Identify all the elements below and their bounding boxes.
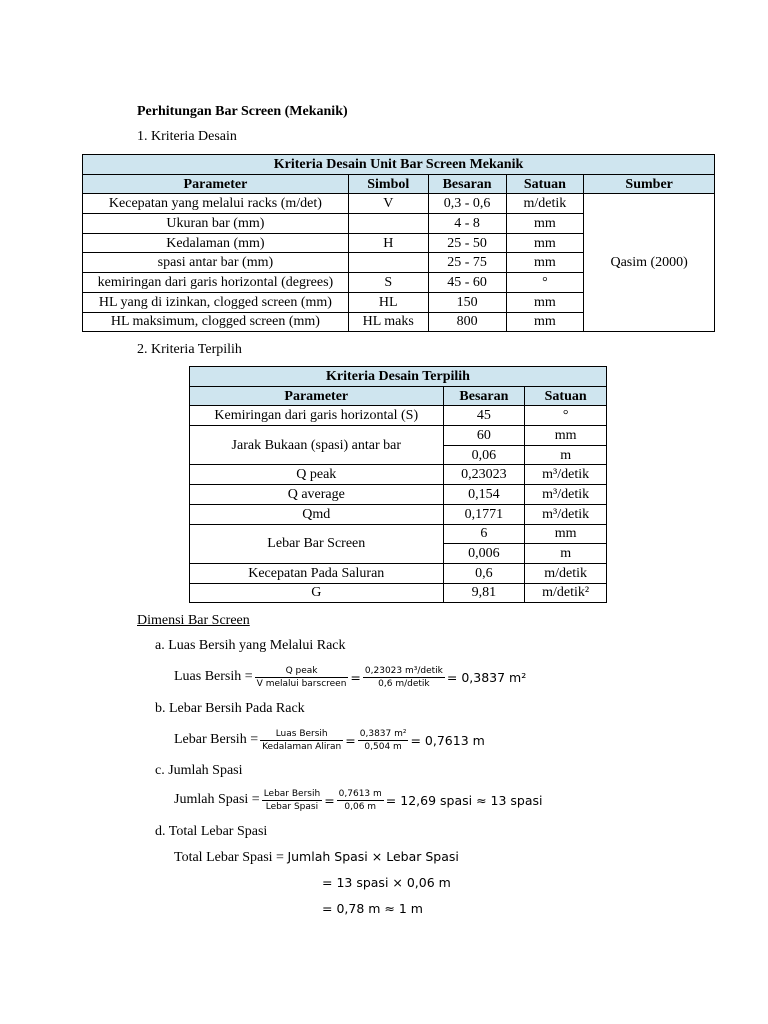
cell-besaran: 60 bbox=[443, 426, 525, 446]
cell-besaran: 0,06 bbox=[443, 445, 525, 465]
cell-simbol: H bbox=[348, 233, 428, 253]
fraction-numerator: Q peak bbox=[255, 666, 349, 678]
cell-satuan: mm bbox=[525, 426, 607, 446]
cell-parameter: G bbox=[190, 583, 444, 603]
table-row bbox=[190, 563, 607, 583]
fraction-numerator: 0,23023 m³/detik bbox=[364, 665, 443, 676]
col-header-besaran: Besaran bbox=[428, 174, 506, 194]
cell-simbol: HL bbox=[348, 292, 428, 312]
table-row bbox=[83, 194, 715, 214]
selected-criteria-table bbox=[189, 366, 607, 603]
col-header-sumber: Sumber bbox=[584, 174, 715, 194]
equation-b-lhs: Lebar Bersih = bbox=[174, 732, 259, 747]
equation-d-line1 bbox=[174, 849, 459, 866]
fraction-denominator: 0,6 m/detik bbox=[378, 678, 430, 689]
fraction-numerator: 0,7613 m bbox=[338, 788, 382, 799]
cell-besaran: 45 - 60 bbox=[428, 273, 506, 293]
cell-parameter: Kedalaman (mm) bbox=[83, 233, 349, 253]
fraction-denominator: 0,06 m bbox=[344, 801, 377, 812]
equation-c-result: = 12,69 spasi ≈ 13 spasi bbox=[385, 792, 543, 808]
fraction-denominator: Kedalaman Aliran bbox=[262, 741, 342, 752]
cell-parameter: HL maksimum, clogged screen (mm) bbox=[83, 312, 349, 332]
col-header-parameter: Parameter bbox=[190, 386, 444, 406]
equation-d-rhs: Jumlah Spasi × Lebar Spasi bbox=[287, 849, 459, 864]
equation-a-lhs: Luas Bersih = bbox=[174, 669, 253, 684]
equation-d-line3: = 0,78 m ≈ 1 m bbox=[322, 901, 423, 916]
cell-satuan: m bbox=[525, 544, 607, 564]
fraction-numerator: 0,3837 m² bbox=[359, 728, 407, 739]
cell-satuan: mm bbox=[506, 312, 584, 332]
cell-besaran: 4 - 8 bbox=[428, 214, 506, 234]
item-c-label: c. Jumlah Spasi bbox=[155, 763, 243, 778]
section-2-heading: 2. Kriteria Terpilih bbox=[137, 342, 242, 357]
section-1-heading: 1. Kriteria Desain bbox=[137, 129, 237, 144]
cell-besaran: 800 bbox=[428, 312, 506, 332]
cell-satuan: m/detik bbox=[525, 563, 607, 583]
equation-c-lhs: Jumlah Spasi = bbox=[174, 792, 260, 807]
cell-parameter: Kemiringan dari garis horizontal (S) bbox=[190, 406, 444, 426]
cell-besaran: 0,1771 bbox=[443, 504, 525, 524]
doc-title: Perhitungan Bar Screen (Mekanik) bbox=[137, 104, 348, 119]
cell-satuan: mm bbox=[525, 524, 607, 544]
col-header-simbol: Simbol bbox=[348, 174, 428, 194]
fraction bbox=[363, 666, 445, 689]
cell-besaran: 0,6 bbox=[443, 563, 525, 583]
cell-simbol: V bbox=[348, 194, 428, 214]
cell-besaran: 0,3 - 0,6 bbox=[428, 194, 506, 214]
cell-satuan: ° bbox=[506, 273, 584, 293]
criteria-table bbox=[82, 154, 715, 332]
fraction bbox=[358, 729, 409, 752]
col-header-satuan: Satuan bbox=[506, 174, 584, 194]
fraction bbox=[260, 729, 343, 752]
equation-b-result: = 0,7613 m bbox=[410, 732, 485, 748]
fraction-denominator: V melalui barscreen bbox=[256, 678, 347, 689]
table-row bbox=[190, 583, 607, 603]
equation-a: Luas Bersih = $\frac{\text{Q peak}}{\text{V melalui barscreen}}$ = $\frac{\text{0,23023 m³/detik}}{\text{0,6 m/detik}}$ = 0,3837 m² bbox=[174, 665, 527, 689]
dimensi-heading: Dimensi Bar Screen bbox=[137, 613, 250, 628]
cell-satuan: mm bbox=[506, 253, 584, 273]
col-header-besaran: Besaran bbox=[443, 386, 525, 406]
equation-a-result: = 0,3837 m² bbox=[446, 669, 527, 685]
equation-d-lhs: Total Lebar Spasi = bbox=[174, 850, 288, 865]
cell-besaran: 6 bbox=[443, 524, 525, 544]
cell-satuan: mm bbox=[506, 233, 584, 253]
cell-besaran: 45 bbox=[443, 406, 525, 426]
equation-b: Lebar Bersih = $\frac{\text{Luas Bersih}}{\text{Kedalaman Aliran}}$ = $\frac{\text{0,3837 m²}}{0,504 m}$ = 0,7613 m bbox=[174, 728, 485, 752]
selected-table-header bbox=[190, 386, 607, 406]
col-header-satuan: Satuan bbox=[525, 386, 607, 406]
item-d-label: d. Total Lebar Spasi bbox=[155, 824, 268, 839]
cell-besaran: 0,006 bbox=[443, 544, 525, 564]
cell-besaran: 0,154 bbox=[443, 485, 525, 505]
cell-satuan: m³/detik bbox=[525, 504, 607, 524]
table-row bbox=[190, 524, 607, 544]
cell-satuan: ° bbox=[525, 406, 607, 426]
cell-sumber: Qasim (2000) bbox=[584, 194, 715, 332]
cell-besaran: 25 - 50 bbox=[428, 233, 506, 253]
equation-c: Jumlah Spasi = $\frac{\text{Lebar Bersih}}{\text{Lebar Spasi}}$ = $\frac{0,7613 m}{0,06 m}$ = 12,69 spasi ≈ 13 spasi bbox=[174, 788, 543, 812]
cell-simbol: S bbox=[348, 273, 428, 293]
cell-satuan: m bbox=[525, 445, 607, 465]
cell-parameter: spasi antar bar (mm) bbox=[83, 253, 349, 273]
cell-parameter: Q average bbox=[190, 485, 444, 505]
cell-parameter: Qmd bbox=[190, 504, 444, 524]
fraction bbox=[262, 789, 323, 812]
cell-satuan: mm bbox=[506, 214, 584, 234]
item-a-label: a. Luas Bersih yang Melalui Rack bbox=[155, 638, 346, 653]
table-row bbox=[190, 426, 607, 446]
fraction-denominator: 0,504 m bbox=[364, 741, 402, 752]
cell-parameter: Kecepatan Pada Saluran bbox=[190, 563, 444, 583]
cell-besaran: 0,23023 bbox=[443, 465, 525, 485]
fraction-numerator: Luas Bersih bbox=[260, 729, 343, 741]
cell-besaran: 9,81 bbox=[443, 583, 525, 603]
cell-satuan: mm bbox=[506, 292, 584, 312]
table-row bbox=[190, 504, 607, 524]
cell-simbol bbox=[348, 214, 428, 234]
cell-parameter: Q peak bbox=[190, 465, 444, 485]
fraction bbox=[337, 789, 384, 812]
fraction-denominator: Lebar Spasi bbox=[265, 801, 319, 812]
cell-satuan: m³/detik bbox=[525, 465, 607, 485]
cell-parameter: HL yang di izinkan, clogged screen (mm) bbox=[83, 292, 349, 312]
cell-parameter: Lebar Bar Screen bbox=[190, 524, 444, 563]
cell-satuan: m/detik² bbox=[525, 583, 607, 603]
table-row bbox=[190, 406, 607, 426]
cell-simbol: HL maks bbox=[348, 312, 428, 332]
cell-satuan: m³/detik bbox=[525, 485, 607, 505]
cell-parameter: kemiringan dari garis horizontal (degrees) bbox=[83, 273, 349, 293]
fraction-numerator: Lebar Bersih bbox=[263, 788, 321, 799]
equation-d-line2: = 13 spasi × 0,06 m bbox=[322, 875, 451, 890]
criteria-table-header bbox=[83, 174, 715, 194]
col-header-parameter: Parameter bbox=[83, 174, 349, 194]
cell-satuan: m/detik bbox=[506, 194, 584, 214]
criteria-table-title: Kriteria Desain Unit Bar Screen Mekanik bbox=[83, 155, 715, 175]
cell-simbol bbox=[348, 253, 428, 273]
item-b-label: b. Lebar Bersih Pada Rack bbox=[155, 701, 305, 716]
cell-besaran: 150 bbox=[428, 292, 506, 312]
table-row bbox=[190, 485, 607, 505]
selected-table-title: Kriteria Desain Terpilih bbox=[190, 367, 607, 387]
cell-parameter: Kecepatan yang melalui racks (m/det) bbox=[83, 194, 349, 214]
table-row bbox=[190, 465, 607, 485]
fraction bbox=[255, 666, 349, 689]
cell-besaran: 25 - 75 bbox=[428, 253, 506, 273]
cell-parameter: Jarak Bukaan (spasi) antar bar bbox=[190, 426, 444, 465]
cell-parameter: Ukuran bar (mm) bbox=[83, 214, 349, 234]
